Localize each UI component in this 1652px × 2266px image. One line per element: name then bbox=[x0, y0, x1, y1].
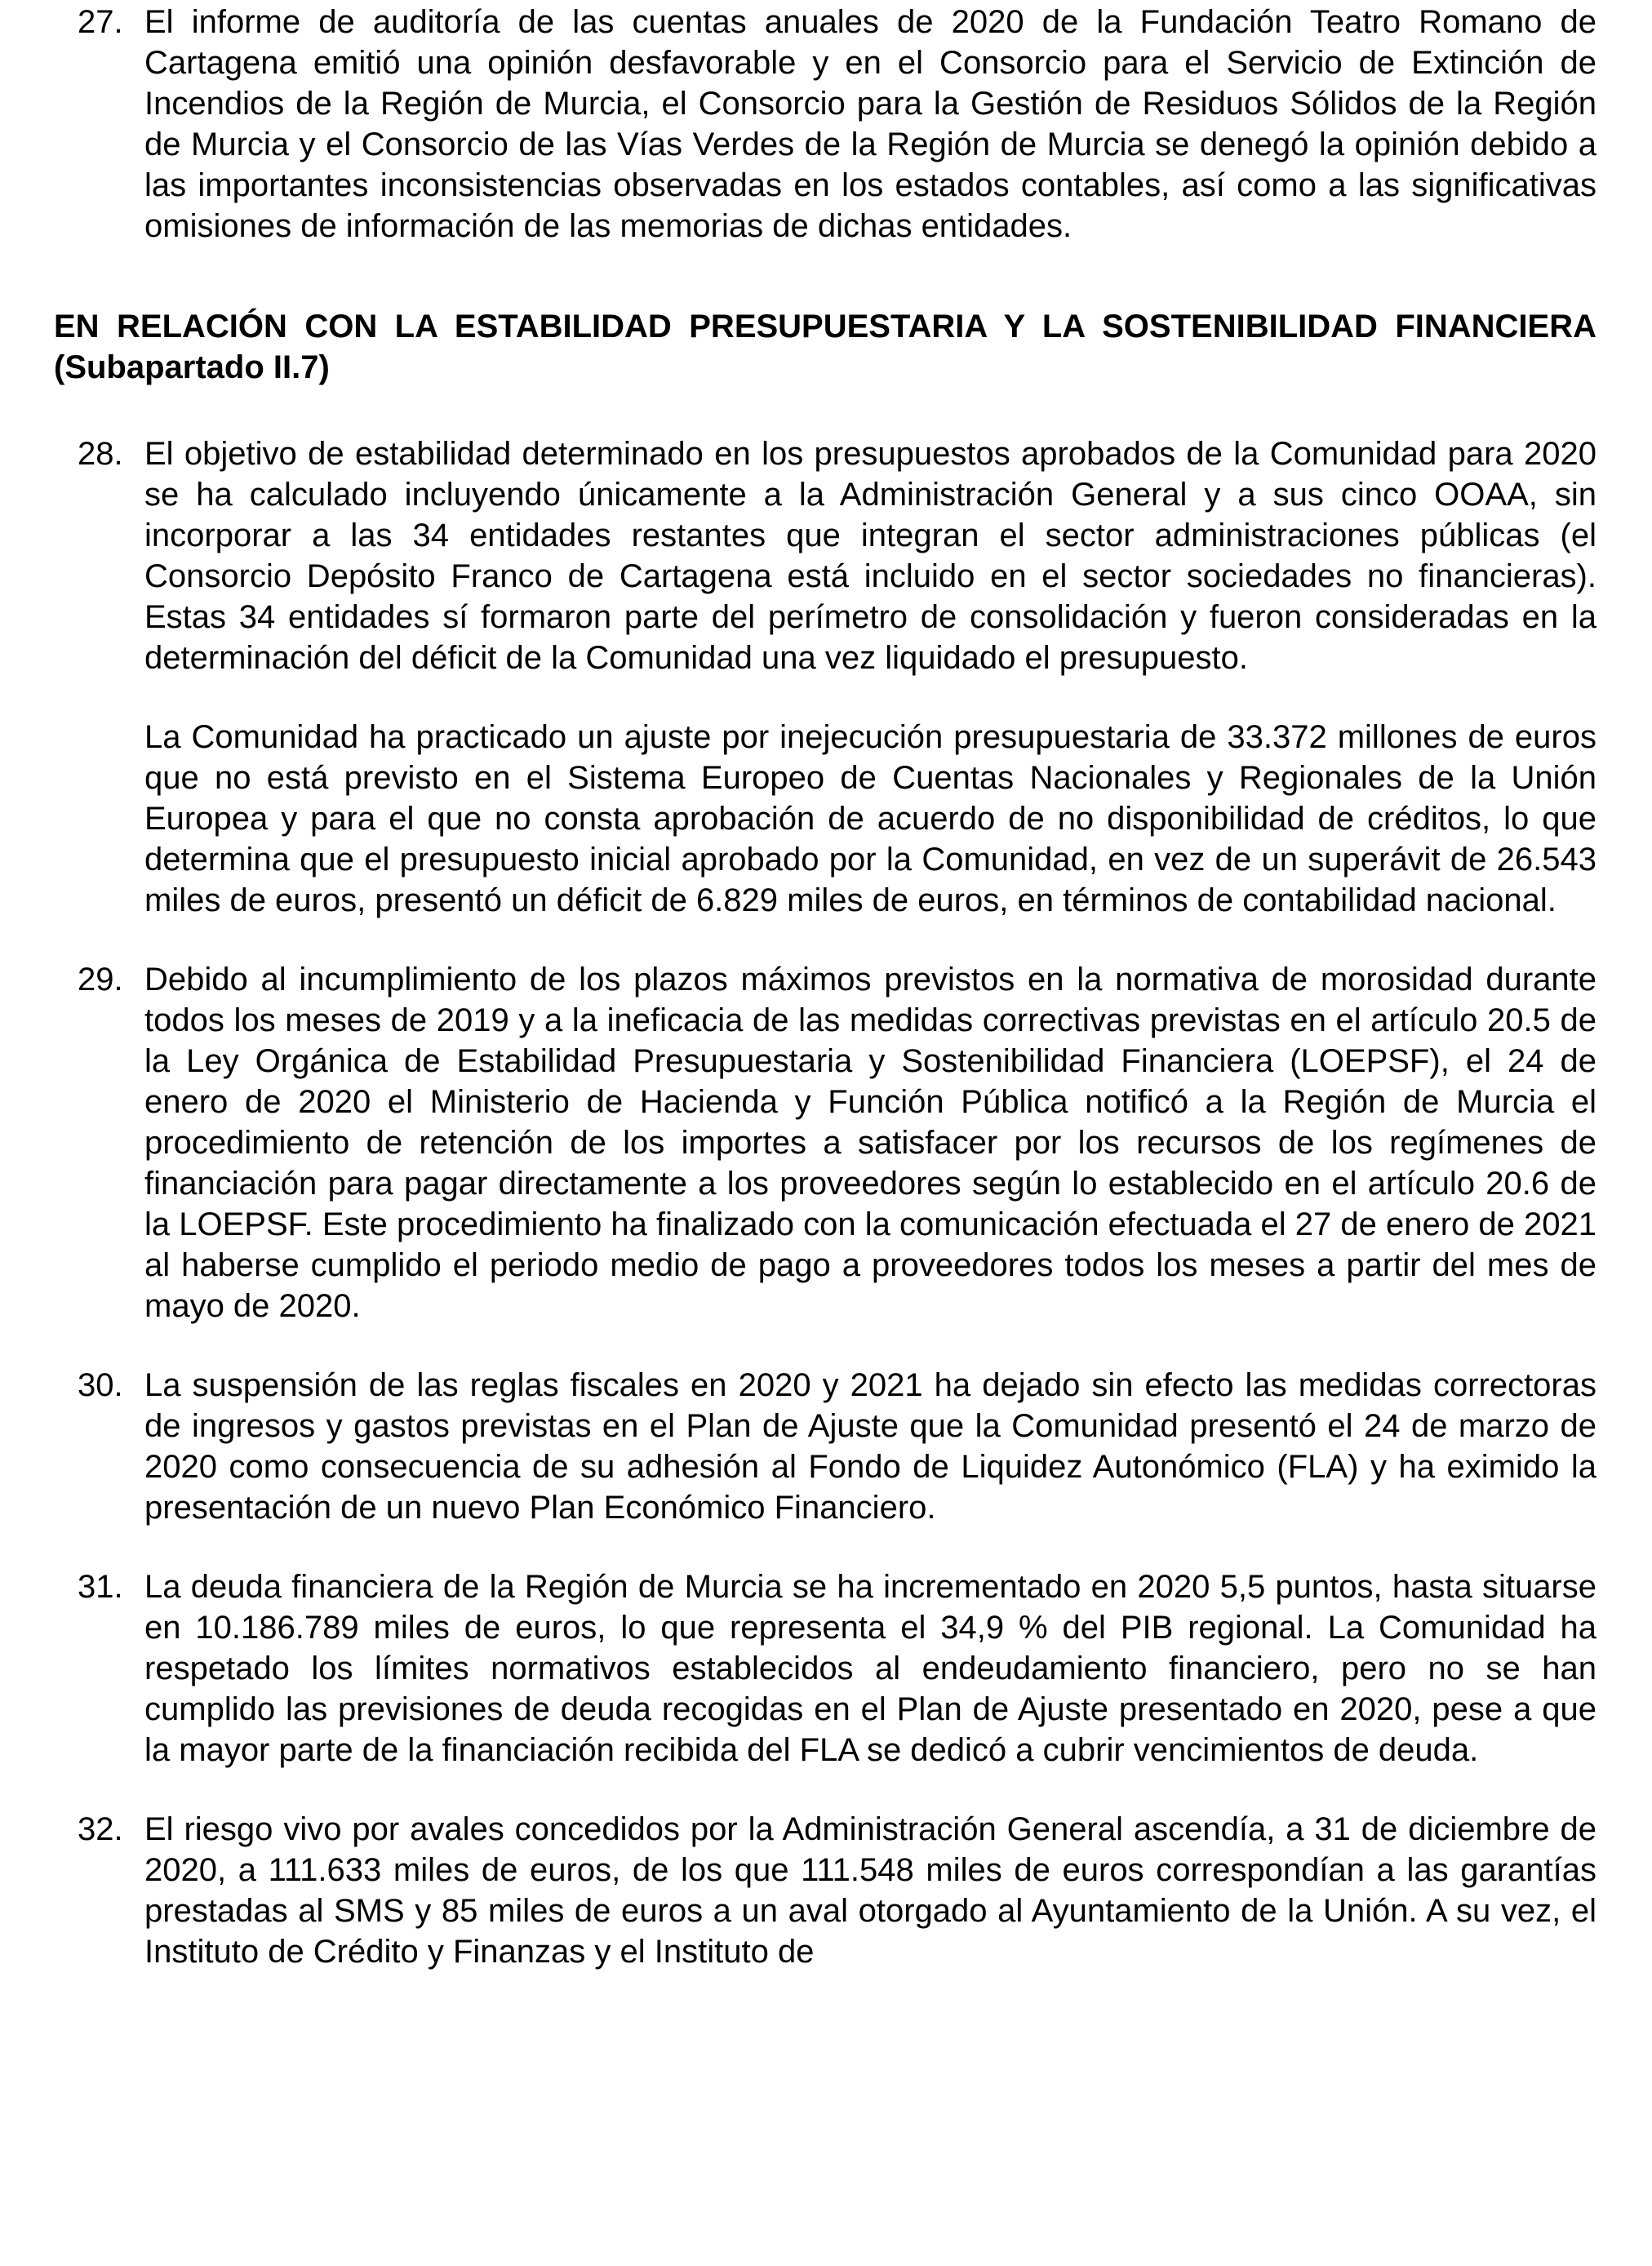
paragraph-29-number: 29. bbox=[78, 962, 123, 997]
paragraph-30-text: La suspensión de las reglas fiscales en 2020 y 2021 ha dejado sin efecto las medidas correctoras de ingresos y gastos previstas en el Plan de Ajuste que la Comunidad presentó el 24 de marzo de 2020 como consecuencia de su adhesión al Fondo de Liquidez Autonómico (FLA) y ha eximido la presentación de un nuevo Plan Económico Financiero. bbox=[144, 1367, 1596, 1526]
paragraph-32-number: 32. bbox=[78, 1811, 123, 1847]
paragraph-27-text: El informe de auditoría de las cuentas anuales de 2020 de la Fundación Teatro Romano de Cartagena emitió una opinión desfavorable y en el Consorcio para el Servicio de Extinción de Incendios de la Región de Murcia, el Consorcio para la Gestión de Residuos Sólidos de la Región de Murcia y el Consorcio de las Vías Verdes de la Región de Murcia se denegó la opinión debido a las importantes inconsistencias observadas en los estados contables, así como a las significativas omisiones de información de las memorias de dichas entidades. bbox=[144, 4, 1596, 244]
paragraph-32-text: El riesgo vivo por avales concedidos por la Administración General ascendía, a 31 de diciembre de 2020, a 111.633 miles de euros, de los que 111.548 miles de euros correspondían a las garantías prestadas al SMS y 85 miles de euros a un aval otorgado al Ayuntamiento de la Unión. A su vez, el Instituto de Crédito y Finanzas y el Instituto de bbox=[144, 1811, 1596, 1970]
paragraph-28 bbox=[54, 433, 1596, 678]
paragraph-27 bbox=[54, 2, 1596, 247]
paragraph-27-number: 27. bbox=[78, 4, 123, 40]
paragraph-28-continuation: La Comunidad ha practicado un ajuste por inejecución presupuestaria de 33.372 millones de euros que no está previsto en el Sistema Europeo de Cuentas Nacionales y Regionales de la Unión Europea y para el que no consta aprobación de acuerdo de no disponibilidad de créditos, lo que determina que el presupuesto inicial aprobado por la Comunidad, en vez de un superávit de 26.543 miles de euros, presentó un déficit de 6.829 miles de euros, en términos de contabilidad nacional. bbox=[144, 719, 1596, 918]
paragraph-29 bbox=[54, 959, 1596, 1326]
paragraph-31-number: 31. bbox=[78, 1569, 123, 1605]
paragraph-28-number: 28. bbox=[78, 436, 123, 472]
paragraph-31-text: La deuda financiera de la Región de Murcia se ha incrementado en 2020 5,5 puntos, hasta situarse en 10.186.789 miles de euros, lo que representa el 34,9 % del PIB regional. La Comunidad ha respetado los límites normativos establecidos al endeudamiento financiero, pero no se han cumplido las previsiones de deuda recogidas en el Plan de Ajuste presentado en 2020, pese a que la mayor parte de la financiación recibida del FLA se dedicó a cubrir vencimientos de deuda. bbox=[144, 1569, 1596, 1768]
section-heading-estabilidad-presupuestaria: EN RELACIÓN CON LA ESTABILIDAD PRESUPUESTARIA Y LA SOSTENIBILIDAD FINANCIERA (Subapartado II.7) bbox=[54, 309, 1596, 385]
paragraph-30-number: 30. bbox=[78, 1367, 123, 1403]
paragraph-32 bbox=[54, 1809, 1596, 1972]
paragraph-29-text: Debido al incumplimiento de los plazos máximos previstos en la normativa de morosidad durante todos los meses de 2019 y a la ineficacia de las medidas correctivas previstas en el artículo 20.5 de la Ley Orgánica de Estabilidad Presupuestaria y Sostenibilidad Financiera (LOEPSF), el 24 de enero de 2020 el Ministerio de Hacienda y Función Pública notificó a la Región de Murcia el procedimiento de retención de los importes a satisfacer por los recursos de los regímenes de financiación para pagar directamente a los proveedores según lo establecido en el artículo 20.6 de la LOEPSF. Este procedimiento ha finalizado con la comunicación efectuada el 27 de enero de 2021 al haberse cumplido el periodo medio de pago a proveedores todos los meses a partir del mes de mayo de 2020. bbox=[144, 962, 1596, 1324]
paragraph-30 bbox=[54, 1365, 1596, 1528]
paragraph-28-text: El objetivo de estabilidad determinado en los presupuestos aprobados de la Comunidad para 2020 se ha calculado incluyendo únicamente a la Administración General y a sus cinco OOAA, sin incorporar a las 34 entidades restantes que integran el sector administraciones públicas (el Consorcio Depósito Franco de Cartagena está incluido en el sector sociedades no financieras). Estas 34 entidades sí formaron parte del perímetro de consolidación y fueron consideradas en la determinación del déficit de la Comunidad una vez liquidado el presupuesto. bbox=[144, 436, 1596, 676]
paragraph-31 bbox=[54, 1566, 1596, 1771]
